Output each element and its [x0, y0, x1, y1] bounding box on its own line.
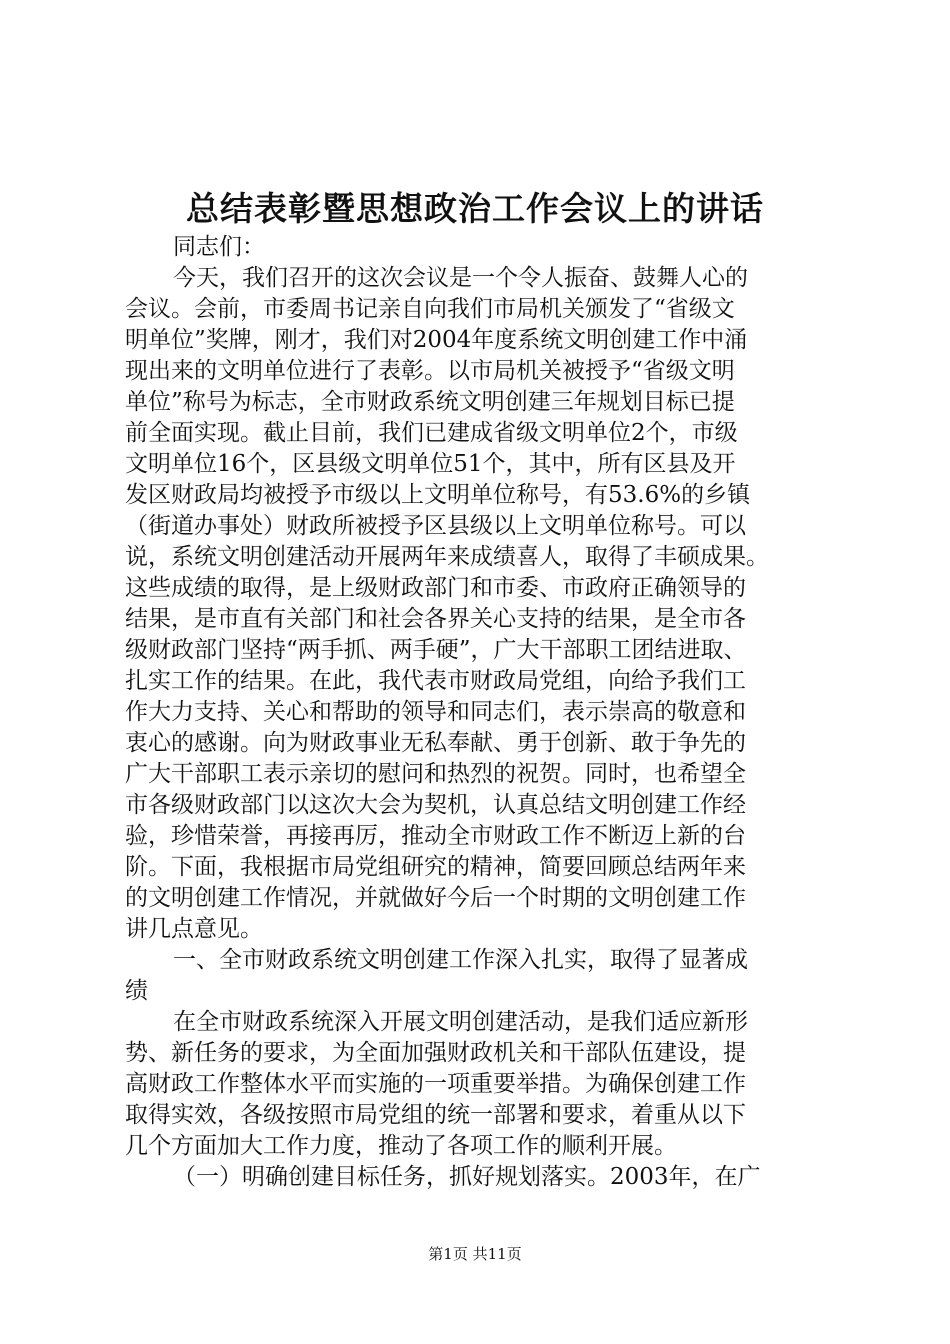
text-line: 阶。下面，我根据市局党组研究的精神，简要回顾总结两年来	[125, 854, 746, 880]
text-line: 现出来的文明单位进行了表彰。以市局机关被授予“省级文明	[125, 358, 735, 384]
text-line: 讲几点意见。	[125, 916, 263, 942]
text-line: 今天，我们召开的这次会议是一个令人振奋、鼓舞人心的	[173, 265, 748, 291]
text-line: 广大干部职工表示亲切的慰问和热烈的祝贺。同时，也希望全	[125, 761, 746, 787]
text-line: 衷心的感谢。向为财政事业无私奉献、勇于创新、敢于争先的	[125, 730, 746, 756]
text-line: （街道办事处）财政所被授予区县级以上文明单位称号。可以	[125, 513, 746, 539]
section-heading-continued: 绩	[125, 978, 148, 1004]
text-line: 同志们：	[173, 234, 265, 260]
text-line: 结果，是市直有关部门和社会各界关心支持的结果，是全市各	[125, 606, 746, 632]
text-line: 单位”称号为标志，全市财政系统文明创建三年规划目标已提	[125, 389, 735, 415]
text-line: 势、新任务的要求，为全面加强财政机关和干部队伍建设，提	[125, 1040, 746, 1066]
document-title: 总结表彰暨思想政治工作会议上的讲话	[186, 189, 764, 228]
text-line: 级财政部门坚持“两手抓、两手硬”，广大干部职工团结进取、	[125, 637, 747, 663]
text-line: 高财政工作整体水平而实施的一项重要举措。为确保创建工作	[125, 1071, 746, 1097]
text-line: 作大力支持、关心和帮助的领导和同志们，表示崇高的敬意和	[125, 699, 746, 725]
text-line: 的文明创建工作情况，并就做好今后一个时期的文明创建工作	[125, 885, 746, 911]
text-line: 发区财政局均被授予市级以上文明单位称号，有53.6%的乡镇	[125, 482, 751, 508]
text-line: 验，珍惜荣誉，再接再厉，推动全市财政工作不断迈上新的台	[125, 823, 746, 849]
text-line: 会议。会前，市委周书记亲自向我们市局机关颁发了“省级文	[125, 296, 735, 322]
text-line: 市各级财政部门以这次大会为契机，认真总结文明创建工作经	[125, 792, 746, 818]
text-line: 在全市财政系统深入开展文明创建活动，是我们适应新形	[173, 1009, 748, 1035]
text-line: （一）明确创建目标任务，抓好规划落实。2003年，在广	[173, 1164, 761, 1190]
text-line: 说，系统文明创建活动开展两年来成绩喜人，取得了丰硕成果。	[125, 544, 769, 570]
text-line: 取得实效，各级按照市局党组的统一部署和要求，着重从以下	[125, 1102, 746, 1128]
page-footer: 第1页 共11页	[428, 1245, 522, 1263]
text-line: 明单位”奖牌，刚才，我们对2004年度系统文明创建工作中涌	[125, 327, 748, 353]
text-line: 前全面实现。截止目前，我们已建成省级文明单位2个，市级	[125, 420, 738, 446]
text-line: 文明单位16个，区县级文明单位51个，其中，所有区县及开	[125, 451, 736, 477]
text-line: 扎实工作的结果。在此，我代表市财政局党组，向给予我们工	[125, 668, 746, 694]
section-heading: 一、全市财政系统文明创建工作深入扎实，取得了显著成	[173, 947, 748, 973]
document-body	[125, 232, 845, 1193]
text-line: 这些成绩的取得，是上级财政部门和市委、市政府正确领导的	[125, 575, 746, 601]
text-line: 几个方面加大工作力度，推动了各项工作的顺利开展。	[125, 1133, 677, 1159]
